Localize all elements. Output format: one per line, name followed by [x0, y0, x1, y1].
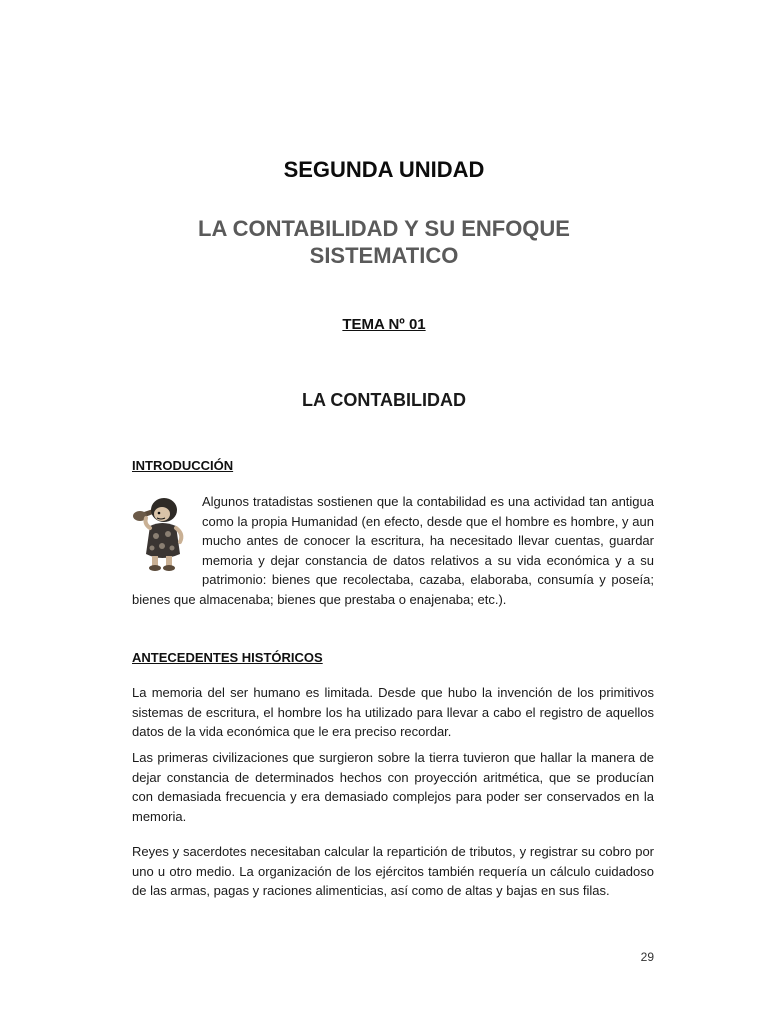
topic-number: TEMA Nº 01	[342, 316, 426, 333]
intro-paragraph: Algunos tratadistas sostienen que la contabilidad es una actividad tan antigua como la propia Humanidad (en efecto, desde que el hombre es hombre, y aun mucho antes de conocer la escritura, ha necesitado llevar cuentas, guardar memoria y dejar constancia de datos relativos a su vida económica y a su patrimonio: bienes que recolectaba, cazaba, elaboraba, consumía y poseía; bienes que almacenaba; bienes que prestaba o enajenaba; etc.).	[132, 494, 654, 607]
unit-subtitle-line1: LA CONTABILIDAD Y SU ENFOQUE	[198, 216, 570, 241]
unit-title: SEGUNDA UNIDAD	[283, 157, 485, 182]
history-paragraph-1: La memoria del ser humano es limitada. Desde que hubo la invención de los primitivos sistemas de escritura, el hombre los ha utilizado para llevar a cabo el registro de aquellos datos de la vida económica que le era preciso recordar.	[132, 685, 654, 739]
history-paragraph-3: Reyes y sacerdotes necesitaban calcular la repartición de tributos, y registrar su cobro por uno u otro medio. La organización de los ejércitos también requería un cálculo cuidadoso de las armas, pagas y raciones alimenticias, así como de altas y bajas en sus filas.	[132, 844, 654, 898]
topic-title: LA CONTABILIDAD	[302, 390, 466, 410]
caveman-illustration-icon	[132, 494, 190, 572]
history-heading: ANTECEDENTES HISTÓRICOS	[132, 650, 323, 665]
unit-subtitle-line2: SISTEMATICO	[309, 243, 459, 268]
unit-subtitle	[0, 215, 768, 269]
intro-heading: INTRODUCCIÓN	[132, 458, 234, 473]
history-paragraph-2: Las primeras civilizaciones que surgieron sobre la tierra tuvieron que hallar la manera de dejar constancia de determinados hechos con proyección aritmética, que se producían con demasiada frecuencia y era demasiado complejos para poder ser conservados en la memoria.	[132, 750, 654, 824]
intro-section	[132, 492, 654, 609]
page-number: 29	[640, 950, 654, 964]
